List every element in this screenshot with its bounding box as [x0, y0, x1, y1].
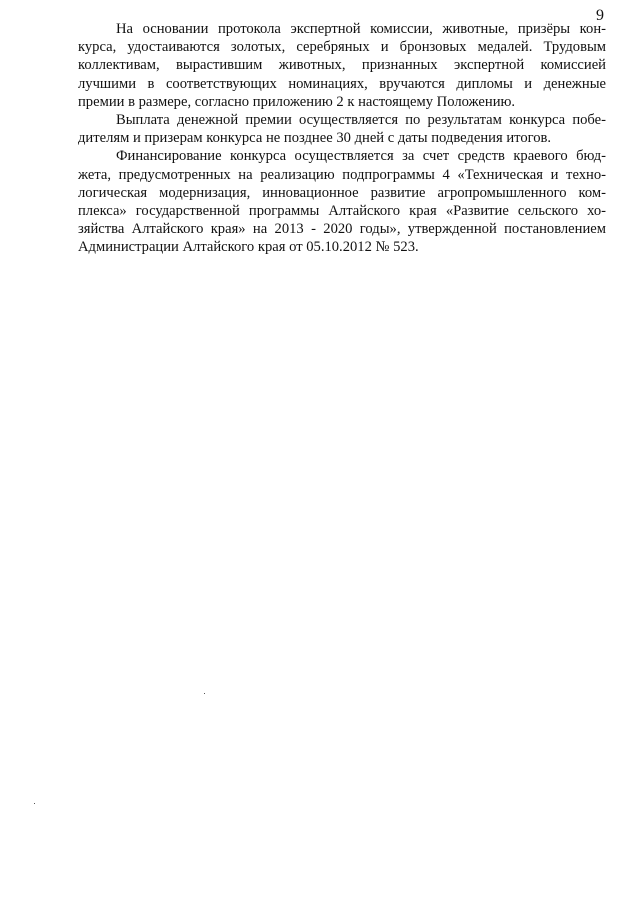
paragraph-line: Администрации Алтайского края от 05.10.2012 № 523. — [78, 239, 419, 256]
paragraph-payment — [78, 111, 606, 147]
paragraph-line: жета, предусмотренных на реализацию подпрограммы 4 «Техническая и техно- — [78, 166, 606, 183]
paragraph-line: зяйства Алтайского края» на 2013 - 2020 годы», утвержденной постановлением — [78, 221, 606, 238]
paragraph-line: коллективам, вырастившим животных, признанных экспертной комиссией — [78, 57, 606, 74]
paragraph-financing — [78, 147, 606, 256]
paragraph-line: плекса» государственной программы Алтайского края «Развитие сельского хо- — [78, 203, 606, 220]
scan-speck — [34, 803, 35, 804]
paragraph-awards — [78, 20, 606, 111]
paragraph-line: На основании протокола экспертной комиссии, животные, призёры кон- — [116, 21, 606, 37]
paragraph-line: премии в размере, согласно приложению 2 к настоящему Положению. — [78, 93, 516, 110]
paragraph-line: Выплата денежной премии осуществляется по результатам конкурса побе- — [116, 112, 606, 129]
scan-speck — [204, 693, 205, 694]
paragraph-line: дителям и призерам конкурса не позднее 30 дней с даты подведения итогов. — [78, 130, 552, 147]
page-number: 9 — [596, 7, 604, 24]
paragraph-line: курса, удостаиваются золотых, серебряных и бронзовых медалей. Трудовым — [78, 39, 606, 56]
paragraph-line: Финансирование конкурса осуществляется за счет средств краевого бюд- — [116, 148, 606, 165]
paragraph-line: лучшими в соответствующих номинациях, вручаются дипломы и денежные — [78, 75, 606, 92]
document-body — [78, 20, 606, 257]
paragraph-line: логическая модернизация, инновационное развитие агропромышленного ком- — [78, 184, 606, 201]
